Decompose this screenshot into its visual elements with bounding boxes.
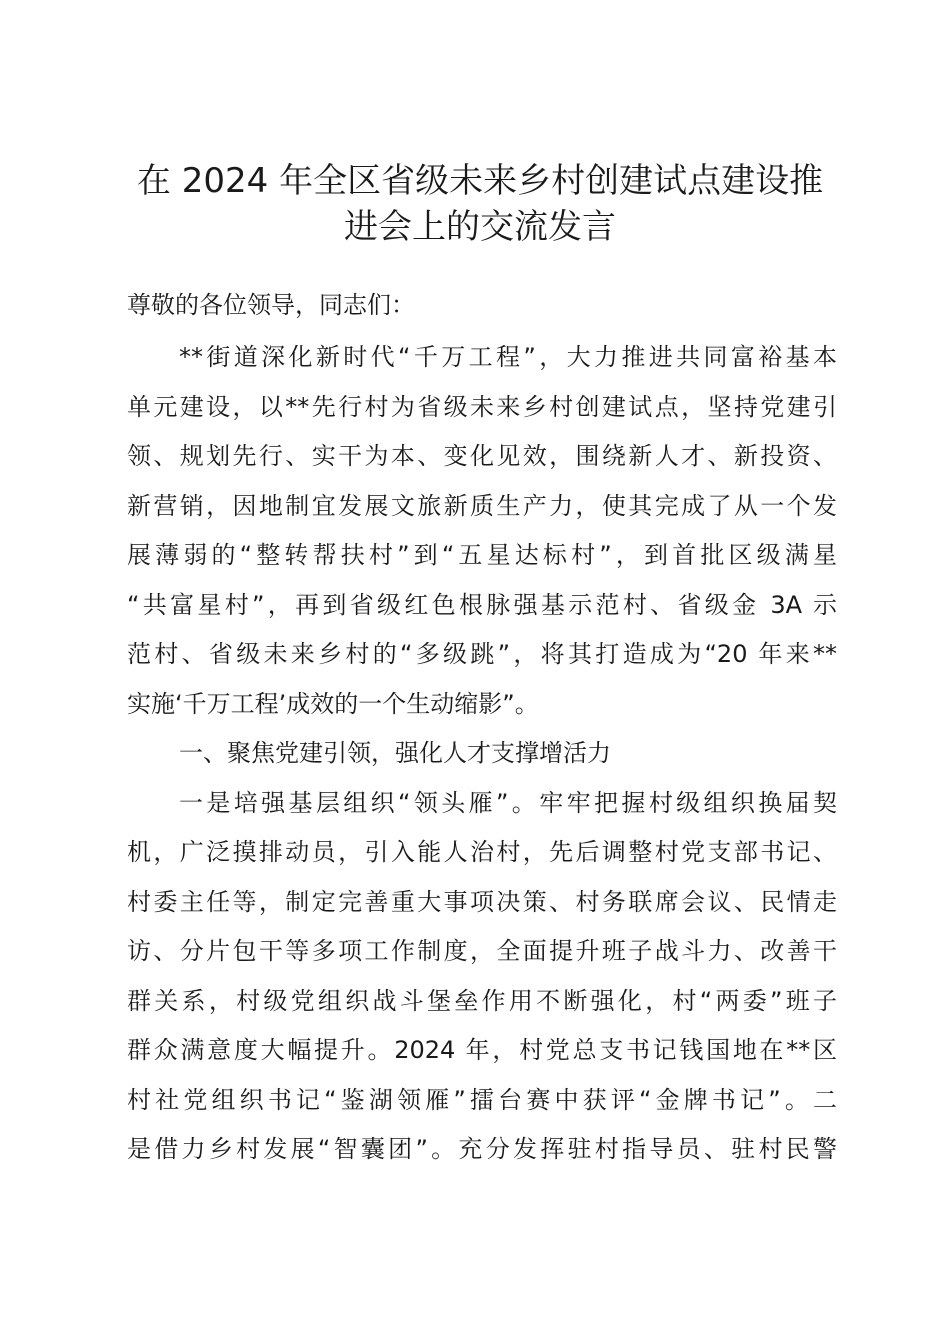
- paragraph-line: 群关系，村级党组织战斗堡垒作用不断强化，村“两委”班子: [127, 986, 837, 1015]
- paragraph-2: [127, 779, 837, 1175]
- paragraph-line: 访、分片包干等多项工作制度，全面提升班子战斗力、改善干: [127, 937, 837, 965]
- paragraph-line: 一是培强基层组织“领头雁”。牢牢把握村级组织换届契: [179, 788, 837, 817]
- section-heading: 一、聚焦党建引领，强化人才支撑增活力: [179, 739, 611, 767]
- paragraph-line: 领、规划先行、实干为本、变化见效，围绕新人才、新投资、: [127, 442, 837, 470]
- document-title: [100, 158, 860, 250]
- paragraph-line: 村委主任等，制定完善重大事项决策、村务联席会议、民情走: [127, 887, 837, 916]
- paragraph-line: 新营销，因地制宜发展文旅新质生产力，使其完成了从一个发: [127, 491, 837, 520]
- paragraph-line: 实施‘千万工程’成效的一个生动缩影”。: [127, 689, 539, 718]
- paragraph-line: 展薄弱的“整转帮扶村”到“五星达标村”，到首批区级满星: [127, 541, 837, 569]
- paragraph-line: 群众满意度大幅提升。2024 年，村党总支书记钱国地在**区: [127, 1036, 837, 1064]
- paragraph-line: 单元建设，以**先行村为省级未来乡村创建试点，坚持党建引: [127, 392, 837, 421]
- document-body: [127, 278, 837, 1175]
- paragraph-line: “共富星村”，再到省级红色根脉强基示范村、省级金 3A 示: [127, 590, 837, 619]
- title-line-1: 在 2024 年全区省级未来乡村创建试点建设推: [136, 161, 824, 201]
- paragraph-line: 范村、省级未来乡村的“多级跳”，将其打造成为“20 年来**: [127, 640, 837, 668]
- paragraph-line: **街道深化新时代“千万工程”，大力推进共同富裕基本: [179, 343, 837, 371]
- salutation: 尊敬的各位领导，同志们：: [127, 291, 415, 319]
- paragraph-line: 机，广泛摸排动员，引入能人治村，先后调整村党支部书记、: [127, 838, 837, 866]
- paragraph-line: 是借力乡村发展“智囊团”。充分发挥驻村指导员、驻村民警: [127, 1135, 837, 1163]
- paragraph-1: [127, 333, 837, 729]
- title-line-2: 进会上的交流发言: [344, 207, 616, 247]
- paragraph-line: 村社党组织书记“鉴湖领雁”擂台赛中获评“金牌书记”。二: [127, 1085, 837, 1114]
